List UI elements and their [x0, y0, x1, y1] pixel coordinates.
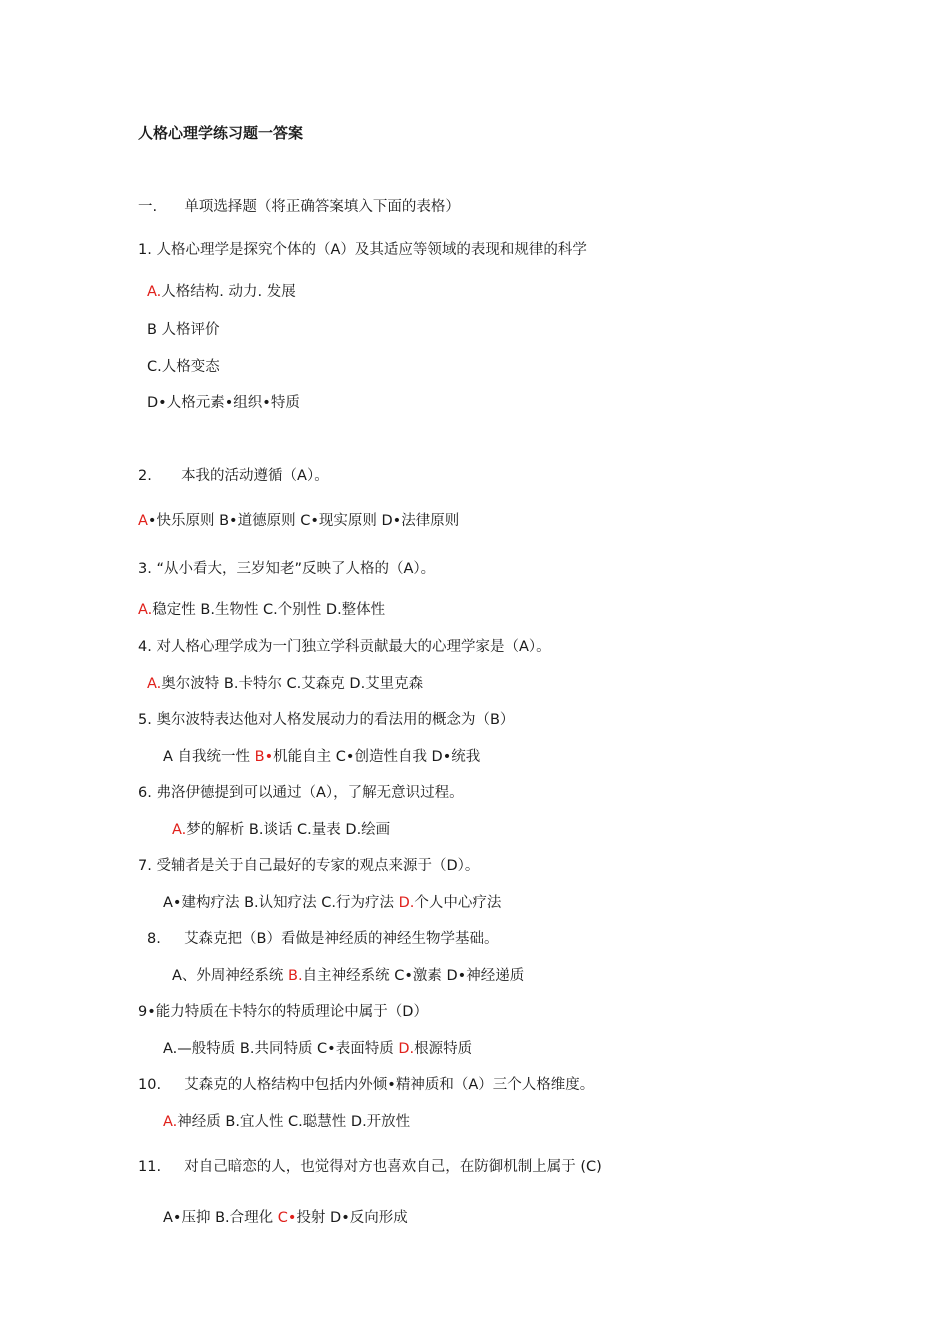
question-8: [147, 929, 499, 949]
answer-mark: A.: [172, 822, 187, 838]
question-11: [138, 1157, 602, 1177]
answer-options-pre: A•压抑 B.合理化: [163, 1210, 278, 1226]
answer-mark: A.: [147, 676, 162, 692]
q9-answers: [163, 1039, 472, 1059]
section-text: 单项选择题（将正确答案填入下面的表格）: [184, 199, 460, 215]
q1-option-d: D•人格元素•组织•特质: [147, 395, 300, 411]
q2-answers: [138, 511, 459, 531]
question-4: 4. 对人格心理学成为一门独立学科贡献最大的心理学家是（A）。: [138, 639, 551, 655]
answer-options-pre: A 自我统一性: [163, 749, 255, 765]
question-text: 艾森克把（B）看做是神经质的神经生物学基础。: [184, 931, 499, 947]
answer-mark: C•: [277, 1210, 297, 1226]
q3-answers: [138, 600, 385, 620]
answer-options-pre: A•建构疗法 B.认知疗法 C.行为疗法: [163, 895, 399, 911]
answer-options: 机能自主 C•创造性自我 D•统我: [273, 749, 481, 765]
answer-mark: D.: [398, 895, 415, 911]
q6-answers: [172, 820, 390, 840]
answer-mark: A.: [138, 602, 153, 618]
answer-options: 梦的解析 B.谈话 C.量表 D.绘画: [186, 822, 391, 838]
answer-mark: D.: [398, 1041, 415, 1057]
answer-options-pre: A.—般特质 B.共同特质 C•表面特质: [163, 1041, 399, 1057]
question-number: 11.: [138, 1159, 162, 1175]
question-6: 6. 弗洛伊德提到可以通过（A），了解无意识过程。: [138, 785, 464, 801]
question-text: 对自己暗恋的人，也觉得对方也喜欢自己，在防御机制上属于 (C): [184, 1159, 602, 1175]
option-text: 人格结构. 动力. 发展: [161, 284, 296, 300]
q4-answers: [147, 674, 423, 694]
answer-options: 神经质 B.宜人性 C.聪慧性 D.开放性: [177, 1114, 411, 1130]
answer-options-pre: A、外周神经系统: [172, 968, 289, 984]
question-7: 7. 受辅者是关于自己最好的专家的观点来源于（D）。: [138, 858, 480, 874]
answer-mark: A.: [147, 284, 162, 300]
q10-answers: [163, 1112, 410, 1132]
question-number: 8.: [147, 931, 161, 947]
q5-answers: [163, 747, 480, 767]
page-title: 人格心理学练习题一答案: [138, 124, 304, 142]
answer-options: 根源特质: [414, 1041, 473, 1057]
q1-option-b: B 人格评价: [147, 322, 220, 338]
question-number: 2.: [138, 468, 152, 484]
question-1: 1. 人格心理学是探究个体的（A）及其适应等领域的表现和规律的科学: [138, 242, 587, 258]
answer-options: 投射 D•反向形成: [296, 1210, 408, 1226]
answer-options: 奥尔波特 B.卡特尔 C.艾森克 D.艾里克森: [161, 676, 424, 692]
question-2: [138, 466, 329, 486]
answer-mark: A.: [163, 1114, 178, 1130]
question-text: 艾森克的人格结构中包括内外倾•精神质和（A）三个人格维度。: [184, 1077, 595, 1093]
answer-mark: A: [138, 513, 148, 529]
question-10: [138, 1075, 594, 1095]
q1-option-a: [147, 282, 296, 302]
answer-options: •快乐原则 B•道德原则 C•现实原则 D•法律原则: [147, 513, 460, 529]
section-number: 一.: [138, 199, 158, 215]
q8-answers: [172, 966, 524, 986]
question-3: 3. “从小看大，三岁知老”反映了人格的（A）。: [138, 561, 436, 577]
answer-options: 个人中心疗法: [414, 895, 502, 911]
section-heading: [138, 197, 460, 217]
question-number: 10.: [138, 1077, 162, 1093]
q11-answers: [163, 1208, 408, 1228]
answer-mark: B•: [254, 749, 274, 765]
q1-option-c: C.人格变态: [147, 359, 220, 375]
answer-options: 自主神经系统 C•激素 D•神经递质: [302, 968, 525, 984]
answer-options: 稳定性 B.生物性 C.个别性 D.整体性: [152, 602, 386, 618]
question-5: 5. 奥尔波特表达他对人格发展动力的看法用的概念为（B）: [138, 712, 515, 728]
answer-mark: B.: [288, 968, 303, 984]
question-9: 9•能力特质在卡特尔的特质理论中属于（D）: [138, 1004, 428, 1020]
question-text: 本我的活动遵循（A）。: [181, 468, 329, 484]
q7-answers: [163, 893, 501, 913]
